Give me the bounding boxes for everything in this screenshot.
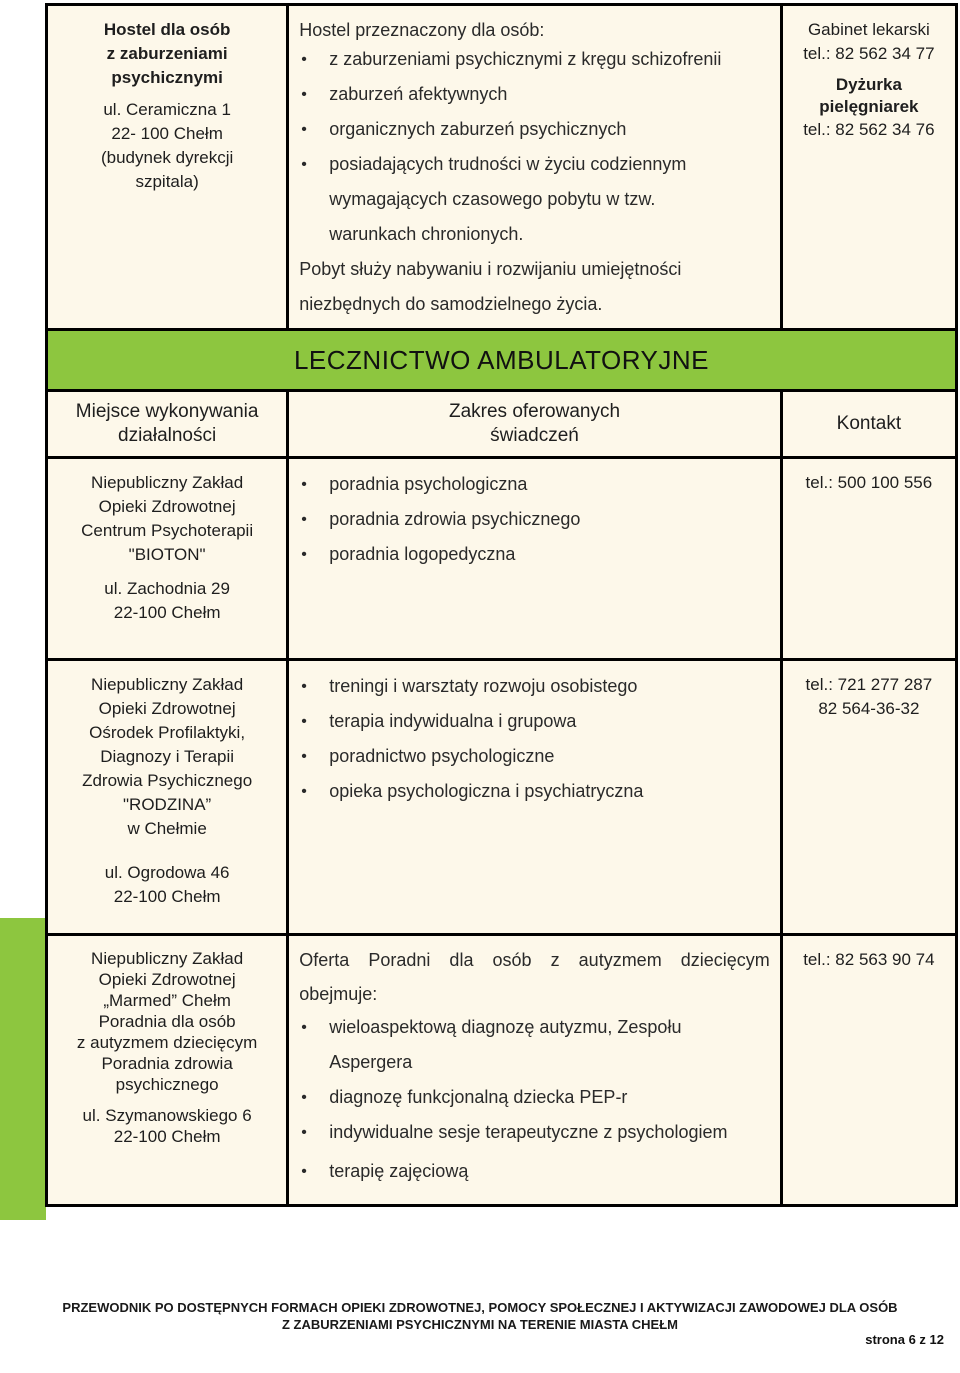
hostel-row — [47, 5, 957, 330]
institutions-table — [45, 3, 958, 1207]
hostel-contact-cell — [781, 5, 956, 330]
phone: tel.: 500 100 556 — [805, 473, 933, 492]
list-item: • diagnozę funkcjonalną dziecka PEP-r — [289, 1080, 780, 1115]
side-green-tab — [0, 918, 46, 1220]
list-item: • poradnictwo psychologiczne — [289, 739, 780, 774]
nurses-phone: tel.: 82 562 34 76 — [803, 120, 935, 139]
offer-intro-line1: Oferta Poradni dla osób z autyzmem dziecięcym — [299, 950, 770, 970]
list-item: • posiadających trudności w życiu codziennym — [289, 147, 780, 182]
contact-cell — [781, 660, 956, 935]
hostel-description-cell — [288, 5, 782, 330]
table-row — [47, 660, 957, 935]
list-item: • terapię zajęciową — [289, 1154, 780, 1189]
place-cell — [47, 935, 288, 1206]
header-row — [47, 391, 957, 458]
services-list — [289, 669, 780, 809]
org-address: ul. Zachodnia 29 22-100 Chełm — [104, 579, 230, 622]
hostel-address: ul. Ceramiczna 1 22- 100 Chełm (budynek dyrekcji szpitala) — [100, 100, 234, 191]
offer-cell — [288, 935, 782, 1206]
list-item: • organicznych zaburzeń psychicznych — [289, 112, 780, 147]
hostel-place-cell — [47, 5, 288, 330]
services-list — [289, 467, 780, 572]
contact-cell — [781, 935, 956, 1206]
section-title: LECZNICTWO AMBULATORYJNE — [47, 330, 957, 391]
list-item: • terapia indywidualna i grupowa — [289, 704, 780, 739]
list-item: • poradnia zdrowia psychicznego — [289, 502, 780, 537]
list-item: • zaburzeń afektywnych — [289, 77, 780, 112]
header-col2: Zakres oferowanych świadczeń — [288, 391, 782, 458]
org-address: ul. Ogrodowa 46 22-100 Chełm — [104, 863, 230, 906]
section-band-row — [47, 330, 957, 391]
list-item: • poradnia logopedyczna — [289, 537, 780, 572]
list-item: • z zaburzeniami psychicznymi z kręgu schizofrenii — [289, 42, 780, 77]
table-row — [47, 458, 957, 660]
nurses-label: Dyżurka pielęgniarek — [819, 75, 919, 116]
hostel-bullets — [289, 42, 780, 182]
header-col3: Kontakt — [781, 391, 956, 458]
org-name: Niepubliczny Zakład Opieki Zdrowotnej „Marmed” Chełm Poradnia dla osób z autyzmem dziecięcym Poradnia zdrowia psychicznego — [76, 949, 258, 1094]
list-item: • wieloaspektową diagnozę autyzmu, Zespołu Aspergera — [289, 1010, 780, 1080]
org-address: ul. Szymanowskiego 6 22-100 Chełm — [82, 1106, 252, 1146]
hostel-intro: Hostel przeznaczony dla osób: — [299, 20, 545, 40]
page-number: strona 6 z 12 — [865, 1332, 944, 1347]
header-col1: Miejsce wykonywania działalności — [47, 391, 288, 458]
list-item: • opieka psychologiczna i psychiatryczna — [289, 774, 780, 809]
offer-intro-line2: obejmuje: — [299, 984, 378, 1004]
list-item: • poradnia psychologiczna — [289, 467, 780, 502]
phone: tel.: 721 277 287 — [805, 675, 933, 694]
hostel-continuation: wymagających czasowego pobytu w tzw. warunkach chronionych. — [329, 189, 656, 244]
org-name: Niepubliczny Zakład Opieki Zdrowotnej Centrum Psychoterapii "BIOTON" — [81, 473, 254, 564]
office-label: Gabinet lekarski — [807, 20, 930, 39]
phone: tel.: 82 563 90 74 — [803, 950, 935, 969]
contact-cell — [781, 458, 956, 660]
services-cell — [288, 458, 782, 660]
list-item: • indywidualne sesje terapeutyczne z psychologiem — [289, 1115, 780, 1150]
place-cell — [47, 458, 288, 660]
phone: 82 564-36-32 — [818, 699, 920, 718]
offer-list — [289, 1010, 780, 1189]
org-name: Niepubliczny Zakład Opieki Zdrowotnej Ośrodek Profilaktyki, Diagnozy i Terapii Zdrowia Psychicznego "RODZINA” w Chełmie — [82, 675, 253, 838]
hostel-purpose: Pobyt służy nabywaniu i rozwijaniu umiejętności niezbędnych do samodzielnego życia. — [299, 259, 682, 314]
footer-title: PRZEWODNIK PO DOSTĘPNYCH FORMACH OPIEKI ZDROWOTNEJ, POMOCY SPOŁECZNEJ I AKTYWIZACJI ZAWODOWEJ DLA OSÓB Z ZABURZENIAMI PSYCHICZNYMI NA TERENIE MIASTA CHEŁM — [62, 1300, 898, 1332]
services-cell — [288, 660, 782, 935]
office-phone: tel.: 82 562 34 77 — [803, 44, 935, 63]
table-row — [47, 935, 957, 1206]
hostel-name: Hostel dla osób z zaburzeniami psychicznymi — [103, 20, 231, 87]
list-item: • treningi i warsztaty rozwoju osobistego — [289, 669, 780, 704]
place-cell — [47, 660, 288, 935]
